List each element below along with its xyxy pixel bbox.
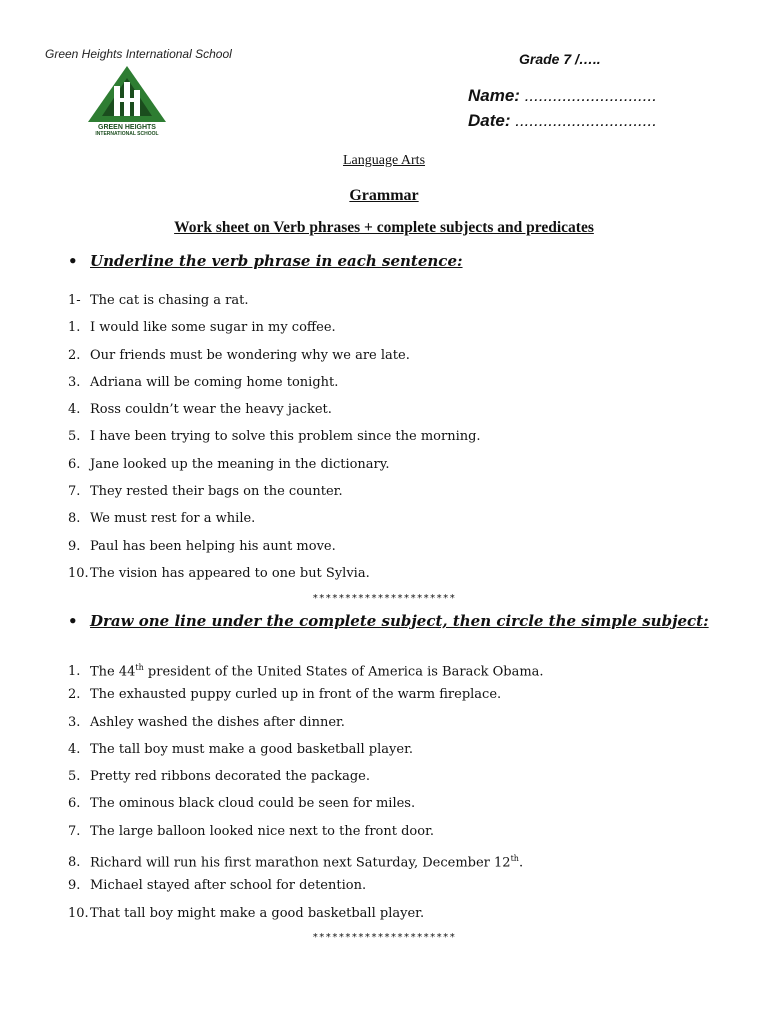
item-number: 5. bbox=[68, 769, 81, 785]
item-text: They rested their bags on the counter. bbox=[90, 484, 343, 500]
item-number: 10. bbox=[68, 905, 89, 921]
item-text: The exhausted puppy curled up in front of the warm fireplace. bbox=[90, 687, 502, 703]
name-dots: ............................ bbox=[519, 86, 657, 105]
list-item bbox=[68, 878, 544, 905]
list-item bbox=[68, 429, 481, 456]
list-item bbox=[68, 511, 481, 538]
item-text: We must rest for a while. bbox=[90, 511, 256, 527]
item-text: Our friends must be wondering why we are late. bbox=[90, 347, 410, 363]
bullet-icon: • bbox=[68, 612, 78, 630]
separator: ********************** bbox=[312, 593, 456, 604]
logo-letter-bar-right bbox=[134, 90, 140, 116]
list-item bbox=[68, 320, 481, 347]
date-dots: .............................. bbox=[510, 111, 657, 130]
item-text: Michael stayed after school for detention. bbox=[90, 878, 367, 894]
list-item bbox=[68, 715, 544, 742]
name-field bbox=[468, 86, 657, 106]
item-number: 8. bbox=[68, 855, 81, 871]
list-item bbox=[68, 687, 544, 714]
section2-heading bbox=[68, 612, 709, 630]
item-number: 1. bbox=[68, 320, 81, 336]
item-text-before: Richard will run his first marathon next Saturday, December 12 bbox=[90, 855, 511, 871]
item-number: 1. bbox=[68, 664, 81, 680]
section2-heading-text: Draw one line under the complete subject, then circle the simple subject: bbox=[90, 612, 709, 630]
item-text: The tall boy must make a good basketball player. bbox=[90, 741, 413, 757]
item-text: I would like some sugar in my coffee. bbox=[90, 320, 336, 336]
item-number: 6. bbox=[68, 796, 81, 812]
section2-list bbox=[68, 660, 544, 933]
item-text: That tall boy might make a good basketball player. bbox=[90, 905, 425, 921]
item-text: Pretty red ribbons decorated the package. bbox=[90, 769, 370, 785]
school-name: Green Heights International School bbox=[45, 47, 232, 61]
item-number: 4. bbox=[68, 741, 81, 757]
list-item bbox=[68, 402, 481, 429]
section1-heading bbox=[68, 252, 463, 270]
item-number: 2. bbox=[68, 347, 81, 363]
date-label: Date: bbox=[468, 111, 511, 130]
item-number: 8. bbox=[68, 511, 81, 527]
item-number: 2. bbox=[68, 687, 81, 703]
item-text-after: president of the United States of America is Barack Obama. bbox=[143, 664, 544, 680]
item-number: 9. bbox=[68, 878, 81, 894]
subject-title: Language Arts bbox=[342, 153, 426, 168]
item-number: 5. bbox=[68, 429, 81, 445]
list-item bbox=[68, 484, 481, 511]
section1-list bbox=[68, 293, 481, 593]
item-text: I have been trying to solve this problem since the morning. bbox=[90, 429, 481, 445]
item-number: 9. bbox=[68, 538, 81, 554]
item-superscript: th bbox=[135, 663, 144, 672]
list-item bbox=[68, 742, 544, 769]
item-text: The large balloon looked nice next to the front door. bbox=[90, 823, 434, 839]
item-number: 1- bbox=[68, 293, 81, 308]
list-item bbox=[68, 796, 544, 823]
item-text: Ross couldn’t wear the heavy jacket. bbox=[90, 402, 332, 418]
logo-text-1: GREEN HEIGHTS bbox=[98, 124, 156, 131]
item-text: The cat is chasing a rat. bbox=[90, 293, 249, 308]
section1-heading-text: Underline the verb phrase in each sentence: bbox=[90, 252, 463, 270]
list-item bbox=[68, 660, 544, 687]
logo-text-2: INTERNATIONAL SCHOOL bbox=[95, 131, 159, 136]
item-number: 3. bbox=[68, 714, 81, 730]
item-text: The ominous black cloud could be seen for miles. bbox=[90, 796, 416, 812]
list-item bbox=[68, 906, 544, 933]
school-logo bbox=[86, 64, 168, 136]
list-item bbox=[68, 769, 544, 796]
list-item bbox=[68, 375, 481, 402]
topic-title: Grammar bbox=[349, 187, 419, 204]
list-item bbox=[68, 457, 481, 484]
worksheet-title: Work sheet on Verb phrases + complete subjects and predicates bbox=[174, 219, 594, 236]
bullet-icon: • bbox=[68, 252, 78, 270]
item-text: Paul has been helping his aunt move. bbox=[90, 538, 336, 554]
list-item bbox=[68, 293, 481, 320]
item-text: Jane looked up the meaning in the dictionary. bbox=[90, 456, 390, 472]
item-number: 7. bbox=[68, 484, 81, 500]
name-label: Name: bbox=[468, 86, 520, 105]
item-text-after: . bbox=[518, 855, 524, 871]
item-text: Ashley washed the dishes after dinner. bbox=[90, 714, 345, 730]
item-number: 10. bbox=[68, 565, 89, 581]
date-field bbox=[468, 111, 657, 131]
list-item bbox=[68, 566, 481, 593]
list-item bbox=[68, 851, 544, 878]
item-superscript: th bbox=[510, 854, 519, 864]
list-item bbox=[68, 539, 481, 566]
list-item bbox=[68, 348, 481, 375]
item-text: Adriana will be coming home tonight. bbox=[90, 374, 339, 390]
grade-label: Grade 7 /….. bbox=[519, 51, 601, 67]
logo-letter-cross bbox=[114, 98, 140, 102]
item-text: The vision has appeared to one but Sylvia. bbox=[90, 565, 370, 581]
item-number: 6. bbox=[68, 456, 81, 472]
item-number: 4. bbox=[68, 402, 81, 418]
separator: ********************** bbox=[312, 932, 456, 943]
list-item bbox=[68, 824, 544, 851]
item-number: 7. bbox=[68, 823, 81, 839]
item-number: 3. bbox=[68, 374, 81, 390]
item-text-before: The 44 bbox=[90, 664, 136, 680]
